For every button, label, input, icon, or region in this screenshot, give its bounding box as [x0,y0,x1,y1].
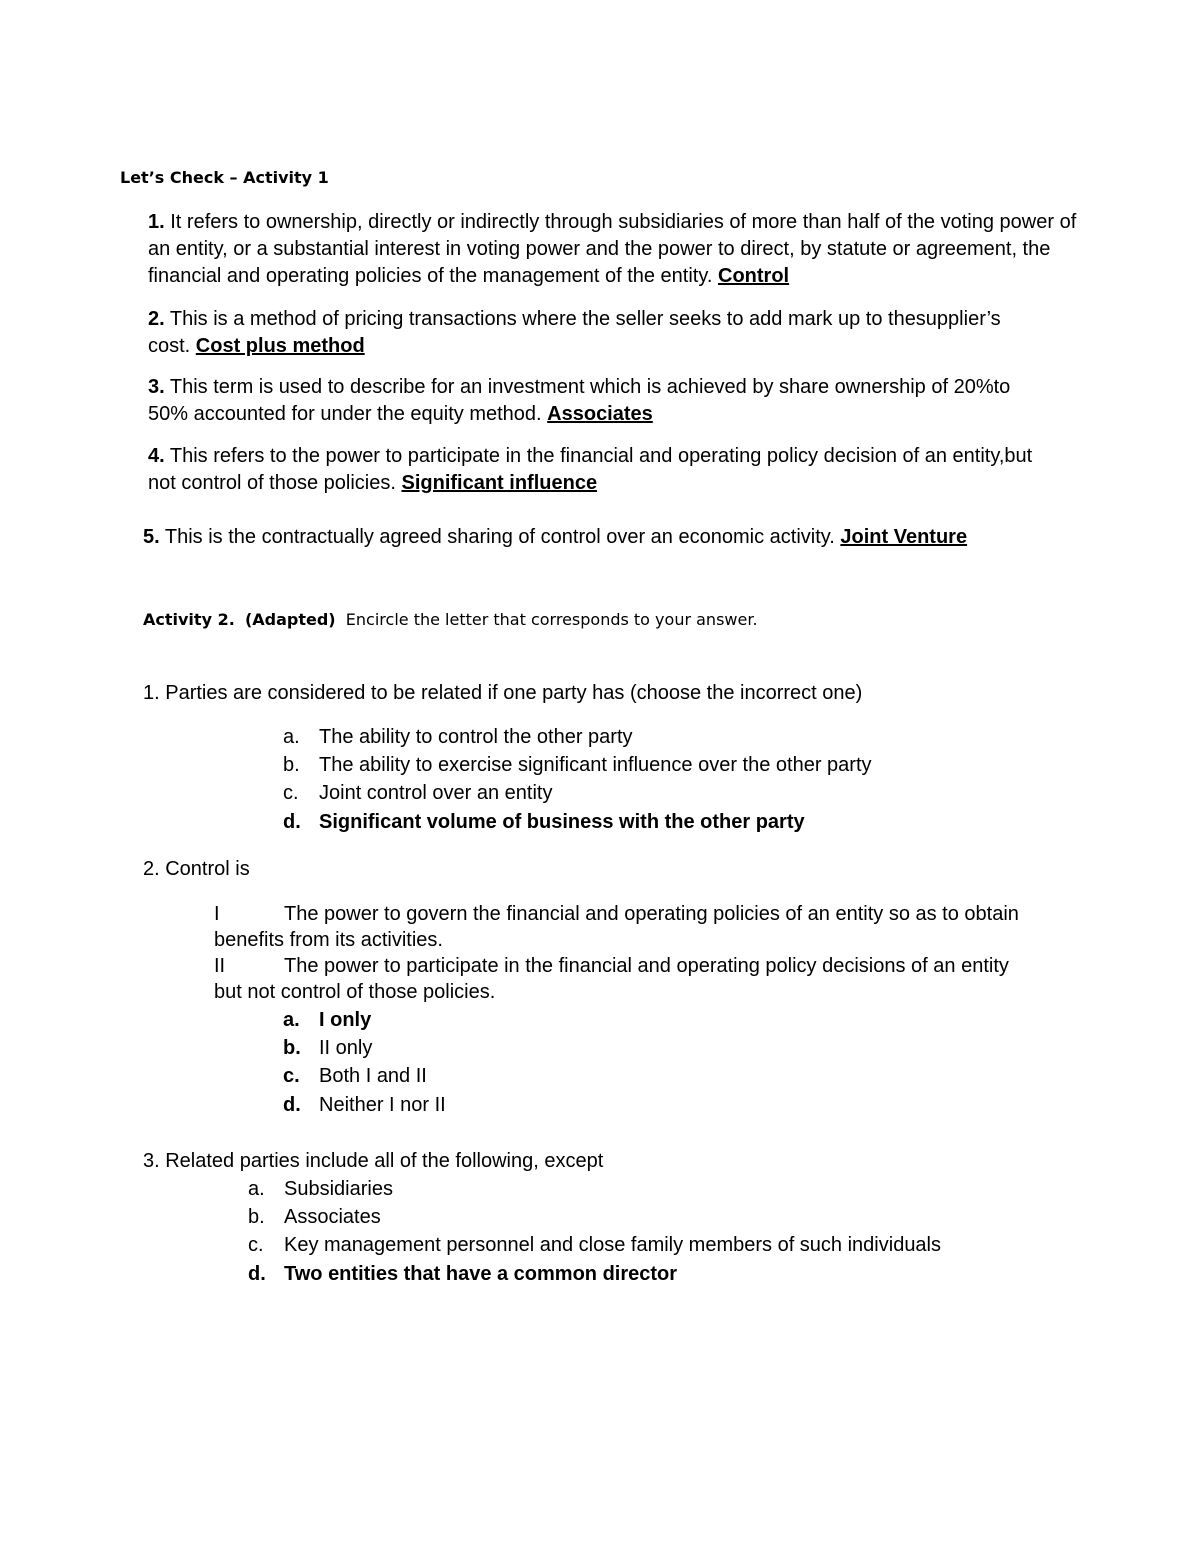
question-2-statement-2: II The power to participate in the financial and operating policy decisions of an entity but not control of those policies. [214,955,1009,1003]
item-text: This term is used to describe for an investment which is achieved by share ownership of 20%to 50% accounted for under the equity method. [148,376,1011,425]
activity2-instruction: Encircle the letter that corresponds to your answer. [345,610,758,629]
item-answer: Associates [547,403,653,425]
question-3-option-c: c. Key management personnel and close family members of such individuals [248,1234,942,1256]
item-number: 5. [143,526,160,548]
question-3-option-a: a. Subsidiaries [248,1178,393,1200]
question-2-option-d: d. Neither I nor II [283,1094,446,1116]
item-number: 3. [148,376,165,398]
question-2-option-c: c. Both I and II [283,1065,427,1087]
question-2: 2. Control is [143,858,250,880]
item-text: This is a method of pricing transactions where the seller seeks to add mark up to thesupplier’s cost. [148,308,1001,357]
item-answer: Control [718,265,790,287]
question-2-statement-1: I The power to govern the financial and operating policies of an entity so as to obtain benefits from its activities. [214,903,1019,951]
question-3-option-b: b. Associates [248,1206,381,1228]
activity2-adapted: (Adapted) [244,610,336,629]
activity1-item-2 [148,306,1048,360]
item-number: 4. [148,445,165,467]
question-3-option-d: d. Two entities that have a common director [248,1263,678,1285]
item-answer: Joint Venture [840,526,968,548]
activity2-label: Activity 2. [143,610,235,629]
question-1-option-b: b. The ability to exercise significant influence over the other party [283,754,872,776]
question-1-option-d: d. Significant volume of business with the other party [283,811,805,833]
question-1-option-a: a. The ability to control the other party [283,726,633,748]
activity2-heading [143,610,758,629]
item-answer: Significant influence [401,472,598,494]
activity1-item-5 [143,524,1083,551]
item-text: This refers to the power to participate in the financial and operating policy decision of an entity,but not control of those policies. [148,445,1033,494]
activity1-item-3 [148,374,1048,428]
question-1: 1. Parties are considered to be related if one party has (choose the incorrect one) [143,682,863,704]
question-2-option-a: a. I only [283,1009,372,1031]
activity1-item-4 [148,443,1048,497]
activity1-heading: Let’s Check – Activity 1 [120,168,329,187]
item-text: It refers to ownership, directly or indirectly through subsidiaries of more than half of the voting power of an entity, or a substantial interest in voting power and the power to direct, by statute or agreement, the financial and operating policies of the management of the entity. [148,211,1077,287]
item-text: This is the contractually agreed sharing of control over an economic activity. [159,526,841,548]
item-answer: Cost plus method [195,335,365,357]
item-number: 2. [148,308,165,330]
question-1-option-c: c. Joint control over an entity [283,782,553,804]
item-number: 1. [148,211,165,233]
question-3: 3. Related parties include all of the following, except [143,1150,604,1172]
activity1-item-1 [148,209,1078,290]
question-2-option-b: b. II only [283,1037,373,1059]
